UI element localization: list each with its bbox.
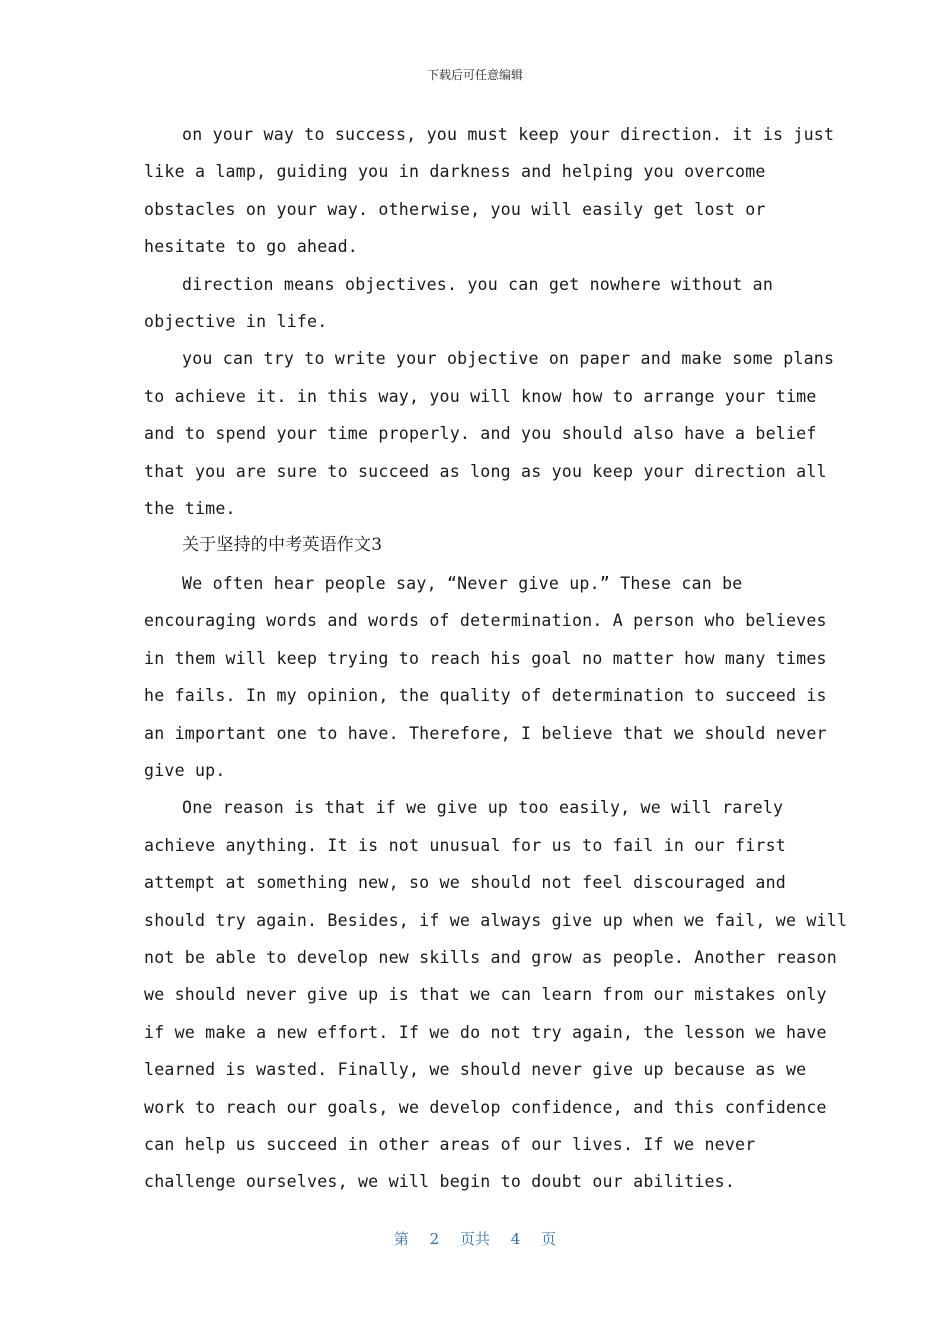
- page-footer: [0, 1228, 950, 1249]
- text-line: we should never give up is that we can learn from our mistakes only: [144, 985, 827, 1005]
- text-line: attempt at something new, so we should not feel discouraged and: [144, 873, 786, 893]
- text-line: give up.: [144, 760, 226, 780]
- text-line: One reason is that if we give up too easily, we will rarely: [182, 798, 784, 818]
- text-line: We often hear people say, “Never give up.” These can be: [182, 573, 743, 593]
- text-line: he fails. In my opinion, the quality of determination to succeed is: [144, 686, 827, 706]
- page-label-suffix: 页: [541, 1230, 557, 1248]
- page-label-prefix: 第: [393, 1230, 409, 1248]
- document-body: [144, 116, 848, 1201]
- text-line: if we make a new effort. If we do not try again, the lesson we have: [144, 1022, 827, 1042]
- text-line: direction means objectives. you can get nowhere without an: [182, 274, 774, 294]
- text-line: you can try to write your objective on paper and make some plans: [182, 349, 835, 369]
- page-header: 下载后可任意编辑: [426, 68, 523, 82]
- text-line: work to reach our goals, we develop confidence, and this confidence: [144, 1097, 827, 1117]
- text-line: should try again. Besides, if we always give up when we fail, we will: [144, 910, 848, 930]
- text-line: in them will keep trying to reach his goal no matter how many times: [144, 648, 827, 668]
- text-line: learned is wasted. Finally, we should never give up because as we: [144, 1060, 807, 1080]
- total-pages-number: 4: [510, 1230, 521, 1248]
- text-line: challenge ourselves, we will begin to doubt our abilities.: [144, 1172, 736, 1192]
- text-line: can help us succeed in other areas of our lives. If we never: [144, 1134, 756, 1154]
- text-line: achieve anything. It is not unusual for us to fail in our first: [144, 835, 786, 855]
- page-label-mid: 页共: [459, 1230, 490, 1248]
- text-line: like a lamp, guiding you in darkness and helping you overcome: [144, 162, 766, 182]
- text-line: an important one to have. Therefore, I believe that we should never: [144, 723, 827, 743]
- current-page-number: 2: [429, 1230, 440, 1248]
- section-heading: 关于坚持的中考英语作文3: [182, 535, 383, 556]
- text-line: to achieve it. in this way, you will know how to arrange your time: [144, 386, 817, 406]
- text-line: not be able to develop new skills and grow as people. Another reason: [144, 947, 837, 967]
- text-line: and to spend your time properly. and you should also have a belief: [144, 424, 817, 444]
- text-line: on your way to success, you must keep your direction. it is just: [182, 125, 835, 144]
- text-line: obstacles on your way. otherwise, you will easily get lost or: [144, 199, 766, 219]
- text-line: hesitate to go ahead.: [144, 237, 358, 257]
- text-line: objective in life.: [144, 312, 328, 332]
- text-line: encouraging words and words of determination. A person who believes: [144, 611, 827, 631]
- text-line: that you are sure to succeed as long as you keep your direction all: [144, 461, 827, 481]
- text-line: the time.: [144, 499, 236, 519]
